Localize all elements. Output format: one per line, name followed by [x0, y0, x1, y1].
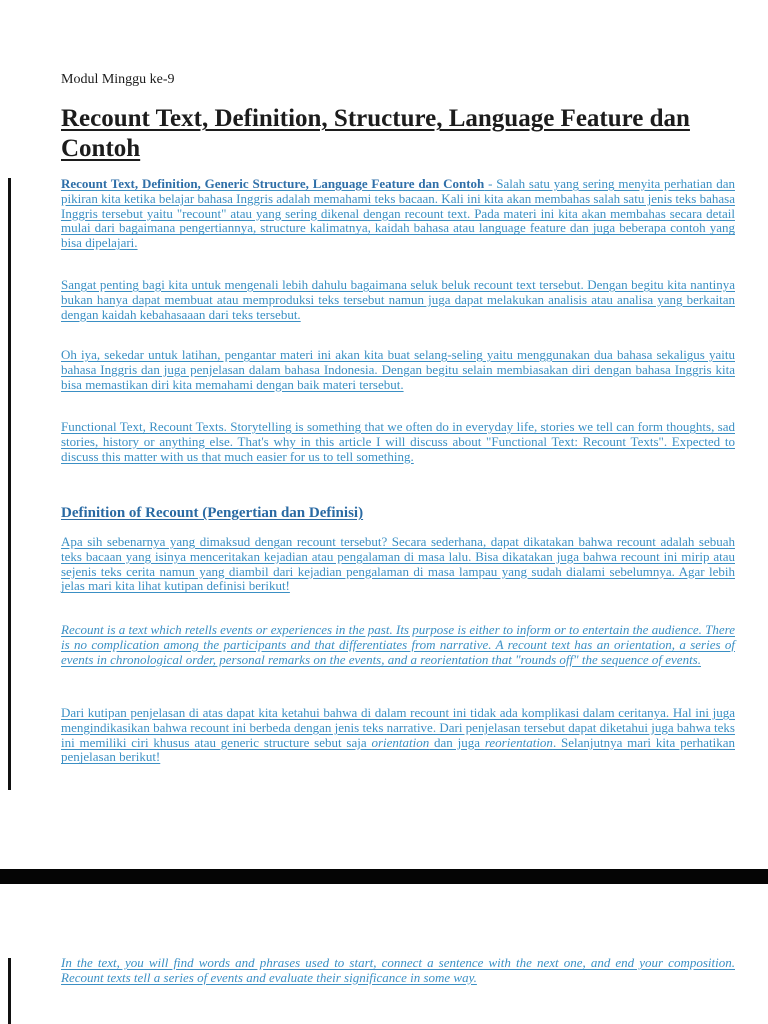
explanation-text[interactable]: Dari kutipan penjelasan di atas dapat kita ketahui bahwa di dalam recount ini tidak ada komplikasi dalam ceritanya. Hal ini juga mengindikasikan bahwa recount ini berbeda dengan jenis teks narrative. Dari penjelasan tersebut dapat diketahui juga bahwa teks ini memiliki ciri khusus atau generic structure sebut saja — [61, 705, 735, 750]
page-break-bar — [0, 869, 768, 884]
explanation-text[interactable]: . Selanjutnya mari kita perhatikan penjelasan berikut! — [61, 734, 735, 765]
paragraph-functional-text[interactable]: Functional Text, Recount Texts. Storytelling is something that we often do in everyday life, stories we tell can form thoughts, sad stories, history or anything else. That's why in this article I will discuss about "Functional Text: Recount Texts". Expected to discuss this matter with us that much easier for us to tell something. — [61, 419, 735, 464]
page-title: Recount Text, Definition, Structure, Language Feature dan Contoh — [61, 105, 690, 162]
paragraph-definition-intro[interactable]: Apa sih sebenarnya yang dimaksud dengan recount tersebut? Secara sederhana, dapat dikatakan bahwa recount adalah sebuah teks bacaan yang isinya menceritakan kejadian atau pengalaman di masa lalu. Bisa dikatakan juga bahwa recount ini mirip atau sejenis teks cerita namun yang diambil dari kejadian pengalaman di masa lampau yang sudah dialami sebelumnya. Agar lebih jelas mari kita lihat kutipan definisi berikut! — [61, 534, 735, 594]
paragraph-words-phrases[interactable]: In the text, you will find words and phrases used to start, connect a sentence with the next one, and end your composition. Recount texts tell a series of events and evaluate their significance in some way. — [61, 955, 735, 985]
module-label: Modul Minggu ke-9 — [61, 72, 175, 87]
intro-lead-link[interactable]: Recount Text, Definition, Generic Structure, Language Feature dan Contoh — [61, 176, 485, 191]
left-margin-rule — [8, 178, 11, 790]
paragraph-intro[interactable] — [61, 177, 735, 251]
paragraph-importance[interactable]: Sangat penting bagi kita untuk mengenali lebih dahulu bagaimana seluk beluk recount text tersebut. Dengan begitu kita nantinya bukan hanya dapat membuat atau memproduksi teks tersebut namun juga dapat melakukan analisis atau analisa yang berkaitan dengan kaidah kebahasaaan dari teks tersebut. — [61, 277, 735, 322]
intro-text[interactable]: - Salah satu yang sering menyita perhatian dan pikiran kita ketika belajar bahasa Inggris adalah memahami teks bacaan. Kali ini kita akan membahas salah satu jenis teks bahasa Inggris tersebut yaitu "recount" atau yang sering dikenal dengan recount text. Pada materi ini kita akan membahas secara detail mulai dari bagaimana pengertiannya, structure kalimatnya, kaidah bahasa atau language feature dan juga beberapa contoh yang bisa dipelajari. — [61, 176, 735, 251]
explanation-text[interactable]: dan juga — [429, 734, 485, 750]
paragraph-definition-quote[interactable]: Recount is a text which retells events or experiences in the past. Its purpose is either to inform or to entertain the audience. There is no complication among the participants and that differentiates from narrative. A recount text has an orientation, a series of events in chronological order, personal remarks on the events, and a reorientation that "rounds off" the sequence of events. — [61, 622, 735, 667]
section-heading-definition[interactable]: Definition of Recount (Pengertian dan Definisi) — [61, 505, 364, 521]
paragraph-practice-note[interactable]: Oh iya, sekedar untuk latihan, pengantar materi ini akan kita buat selang-seling yaitu menggunakan dua bahasa sekaligus yaitu bahasa Inggris dan juga penjelasan dalam bahasa Indonesia. Dengan begitu selain membiasakan diri dengan bahasa Inggris kita bisa memastikan diri kita memahami dengan baik materi tersebut. — [61, 347, 735, 392]
term-reorientation[interactable]: reorientation — [484, 734, 553, 750]
left-margin-rule — [8, 958, 11, 1024]
paragraph-definition-explanation[interactable] — [61, 706, 735, 765]
term-orientation[interactable]: orientation — [371, 734, 430, 750]
